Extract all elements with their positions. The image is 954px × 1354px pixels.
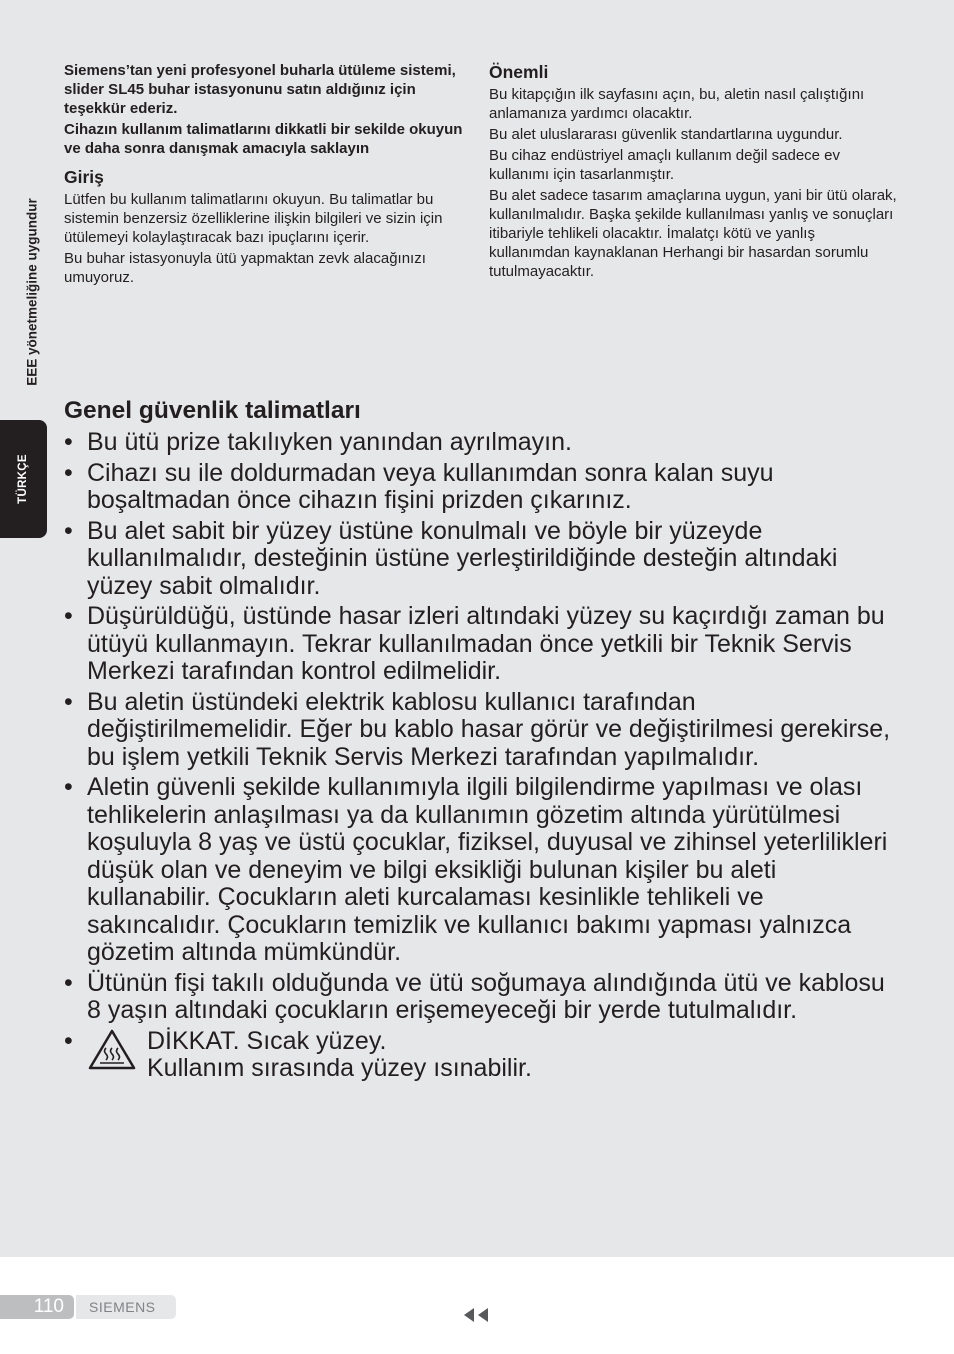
language-tab [0,420,47,538]
list-item [64,774,894,967]
double-left-arrow-icon[interactable] [462,1307,490,1323]
warning-title: DİKKAT. Sıcak yüzey. [147,1026,387,1055]
list-item-text: Ütünün fişi takılı olduğunda ve ütü soğumaya alındığında ütü ve kablosu 8 yaşın altındaki çocukların erişemeyeceği bir yerde tutulmalıdır. [87,968,885,1024]
hot-surface-warning-icon [87,1028,137,1072]
list-item-text: Bu alet sabit bir yüzey üstüne konulmalı ve böyle bir yüzeyde kullanılmalıdır, desteğinin üstüne yerleştirildiğinde desteğin altındaki yüzey sabit olmalıdır. [87,516,838,600]
bullet: • [64,1026,73,1055]
intro-column [64,61,474,289]
side-compliance-label: EEE yönetmeliğine uygundur [24,198,40,386]
important-paragraph-3: Bu cihaz endüstriyel amaçlı kullanım değil sadece ev kullanımı için tasarlanmıştır. [489,147,841,183]
bullet: • [64,687,73,716]
bullet: • [64,602,73,630]
bullet: • [64,428,73,456]
giris-paragraph-1: Lütfen bu kullanım talimatlarını okuyun. Bu talimatlar bu sistemin benzersiz özelliklerine ilişkin bilgileri ve sizin için ütülemeyi kolaylaştıracak bazı ipuçlarını içerir. [64,191,443,246]
bullet: • [64,968,73,997]
safety-list [64,429,894,1025]
list-item-text: Bu ütü prize takılıyken yanından ayrılmayın. [87,428,572,456]
brand-name: SIEMENS [89,1299,156,1315]
list-item [64,970,894,1025]
thanks-paragraph: Siemens’tan yeni profesyonel buharla ütüleme sistemi, slider SL45 buhar istasyonunu satın aldığınız için teşekkür ederiz. [64,62,456,117]
giris-paragraph-2: Bu buhar istasyonuyla ütü yapmaktan zevk alacağınızı umuyoruz. [64,250,426,286]
giris-heading: Giriş [64,167,104,187]
important-paragraph-2: Bu alet uluslararası güvenlik standartlarına uygundur. [489,126,843,143]
list-item [64,460,894,515]
list-item [64,603,894,686]
brand-box [76,1295,176,1319]
important-paragraph-4: Bu alet sadece tasarım amaçlarına uygun, yani bir ütü olarak, kullanılmalıdır. Başka şekilde kullanılması yanlış ve sonuçları itibariyle tehlikeli olacaktır. İmalatçı kötü ve yanlış kullanımdan kaynaklanan Herhangi bir hasardan sorumlu tutulmayacaktır. [489,187,897,280]
important-column [489,61,899,283]
keep-instructions-paragraph: Cihazın kullanım talimatlarını dikkatli bir sekilde okuyun ve daha sonra danışmak amacıyla saklayın [64,121,463,157]
language-tab-label: TÜRKÇE [17,454,29,504]
list-item-text: Aletin güvenli şekilde kullanımıyla ilgili bilgilendirme yapılması ve olası tehlikelerin anlaşılması ya da kullanımın gözetim altında yürütülmesi koşuluyla 8 yaş ve üstü çocuklar, fiziksel, duyusal ve zihinsel yeterlilikleri düşük olan ve deneyim ve bilgi eksikliği bulunan kişiler bu aleti kullanabilir. Çocukların aleti kurcalaması kesinlikle tehlikeli ve sakıncalıdır. Çocukların temizlik ve kullanıcı bakımı yapması yalnızca gözetim altında mümkündür. [87,773,888,966]
important-paragraph-1: Bu kitapçığın ilk sayfasını açın, bu, aletin nasıl çalıştığını anlamanıza yardımcı olacaktır. [489,86,865,122]
list-item [64,429,894,457]
bullet: • [64,773,73,801]
bullet: • [64,516,73,545]
safety-title: Genel güvenlik talimatları [64,397,361,424]
hot-surface-warning [64,1028,894,1083]
warning-text: Kullanım sırasında yüzey ısınabilir. [147,1054,532,1082]
list-item [64,518,894,601]
list-item-text: Düşürüldüğü, üstünde hasar izleri altındaki yüzey su kaçırdığı zaman bu ütüyü kullanmayın. Tekrar kullanılmadan önce yetkili bir Teknik Servis Merkezi tarafından kontrol edilmelidir. [87,602,885,685]
list-item-text: Bu aletin üstündeki elektrik kablosu kullanıcı tarafından değiştirilmemelidir. Eğer bu kablo hasar görür ve değiştirilmesi gerekirse, bu işlem yetkili Teknik Servis Merkezi tarafından yapılmalıdır. [87,687,891,771]
list-item [64,689,894,772]
page-number: 110 [33,1296,64,1317]
page-number-box [0,1295,74,1319]
important-heading: Önemli [489,62,549,82]
bullet: • [64,458,73,487]
list-item-text: Cihazı su ile doldurmadan veya kullanımdan sonra kalan suyu boşaltmadan önce cihazın fişini prizden çıkarınız. [87,458,774,514]
safety-section [64,395,894,1083]
